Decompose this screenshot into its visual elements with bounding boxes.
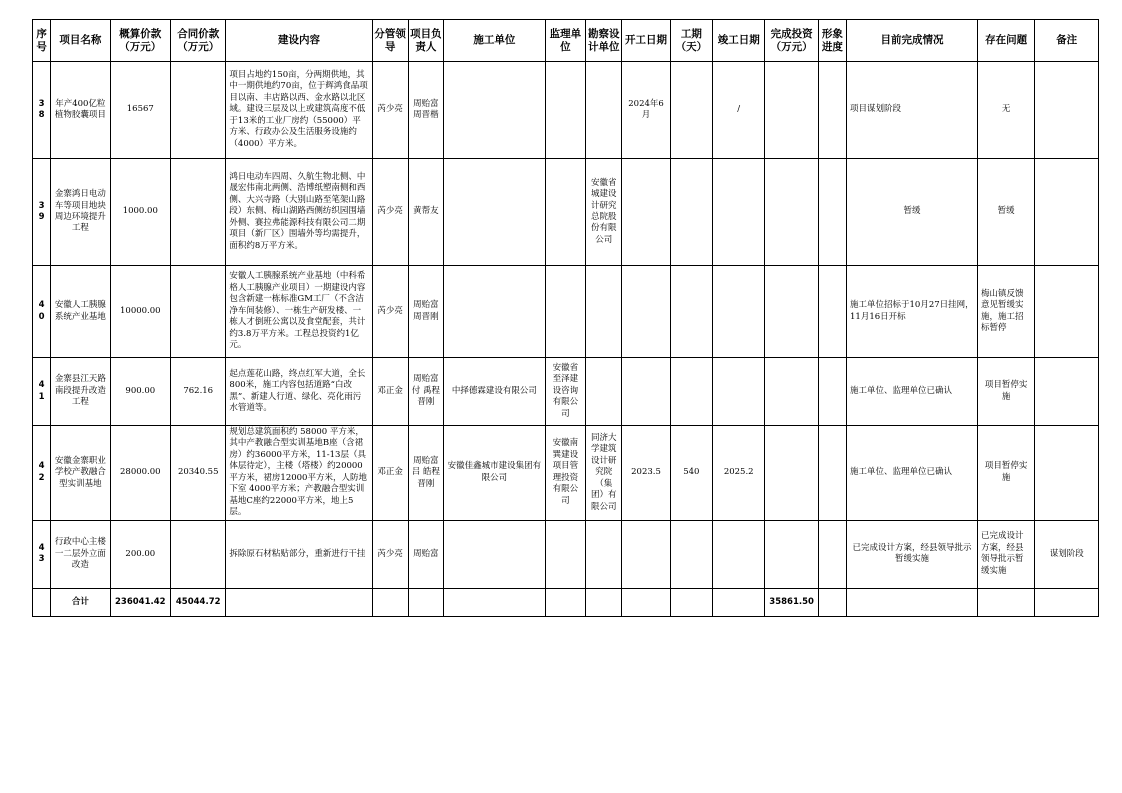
cell-designer: 同济大学建筑设计研究院（集团）有限公司: [586, 426, 622, 521]
cell-start: [622, 159, 670, 266]
cell-owner: 周贻富付 禹程晋刚: [408, 358, 443, 426]
cell-content: 拆除原石材粘贴部分，重新进行干挂: [226, 520, 372, 588]
cell-invested: [765, 62, 818, 159]
total-seq-cell: [33, 588, 51, 616]
cell-seq: 41: [33, 358, 51, 426]
header-invested: 完成投资（万元）: [765, 20, 818, 62]
cell-duration: [670, 159, 712, 266]
cell-remark: [1035, 358, 1099, 426]
total-budget: 236041.42: [110, 588, 170, 616]
cell-leader: 芮少亮: [372, 520, 408, 588]
cell-issues: 项目暂停实施: [977, 358, 1034, 426]
cell-supervisor: [545, 266, 585, 358]
cell-duration: [670, 266, 712, 358]
total-empty-cell: [713, 588, 765, 616]
cell-builder: 安徽佳鑫城市建设集团有限公司: [444, 426, 546, 521]
cell-seq: 42: [33, 426, 51, 521]
cell-issues: 无: [977, 62, 1034, 159]
cell-status: 暂缓: [847, 159, 978, 266]
cell-remark: [1035, 426, 1099, 521]
header-contract: 合同价款（万元）: [171, 20, 226, 62]
cell-owner: 周贻富周晋楷: [408, 62, 443, 159]
cell-name: 行政中心主楼一二层外立面改造: [51, 520, 110, 588]
cell-finish: /: [713, 62, 765, 159]
cell-finish: [713, 358, 765, 426]
table-row: [33, 62, 1099, 159]
total-row: [33, 588, 1099, 616]
cell-name: 金寨县江天路南段提升改造工程: [51, 358, 110, 426]
cell-status: 施工单位、监理单位已确认: [847, 426, 978, 521]
cell-issues: 已完成设计方案，经县领导批示暂缓实施: [977, 520, 1034, 588]
cell-remark: 谋划阶段: [1035, 520, 1099, 588]
cell-image: [818, 520, 846, 588]
cell-supervisor: [545, 159, 585, 266]
cell-start: [622, 266, 670, 358]
header-remark: 备注: [1035, 20, 1099, 62]
cell-name: 安徽金寨职业学校产教融合型实训基地: [51, 426, 110, 521]
cell-contract: [171, 62, 226, 159]
total-empty-cell: [372, 588, 408, 616]
cell-budget: 1000.00: [110, 159, 170, 266]
header-name: 项目名称: [51, 20, 110, 62]
project-table: [32, 19, 1099, 617]
cell-content: 安徽人工胰腺系统产业基地（中科希格人工胰腺产业项目）一期建设内容包含新建一栋标准GM工厂（不含洁净车间装修）、一栋生产研发楼、一栋人才倒班公寓以及食堂配套，共计约3.8万平方米。工程总投资约1亿元。: [226, 266, 372, 358]
cell-finish: [713, 266, 765, 358]
total-label: 合计: [51, 588, 110, 616]
cell-image: [818, 266, 846, 358]
cell-owner: 周贻富周晋刚: [408, 266, 443, 358]
cell-invested: [765, 358, 818, 426]
cell-leader: 邓正金: [372, 426, 408, 521]
cell-remark: [1035, 266, 1099, 358]
cell-designer: [586, 62, 622, 159]
cell-builder: [444, 159, 546, 266]
cell-image: [818, 426, 846, 521]
cell-duration: [670, 62, 712, 159]
header-status: 目前完成情况: [847, 20, 978, 62]
cell-seq: 39: [33, 159, 51, 266]
cell-contract: 762.16: [171, 358, 226, 426]
cell-builder: [444, 266, 546, 358]
cell-budget: 10000.00: [110, 266, 170, 358]
cell-leader: 芮少亮: [372, 266, 408, 358]
total-empty-cell: [622, 588, 670, 616]
header-duration: 工期（天）: [670, 20, 712, 62]
cell-issues: 项目暂停实施: [977, 426, 1034, 521]
header-designer: 勘察设计单位: [586, 20, 622, 62]
header-start: 开工日期: [622, 20, 670, 62]
cell-start: [622, 520, 670, 588]
cell-name: 安徽人工胰腺系统产业基地: [51, 266, 110, 358]
cell-issues: 暂缓: [977, 159, 1034, 266]
cell-contract: [171, 159, 226, 266]
cell-supervisor: 安徽省至泽建设咨询有限公司: [545, 358, 585, 426]
cell-content: 起点莲花山路，终点红军大道，全长800米，施工内容包括道路“白改黑”、新建人行道、绿化、亮化雨污水管道等。: [226, 358, 372, 426]
cell-issues: 梅山镇反馈意见暂缓实施，施工招标暂停: [977, 266, 1034, 358]
cell-supervisor: [545, 520, 585, 588]
total-empty-cell: [545, 588, 585, 616]
cell-builder: [444, 62, 546, 159]
total-empty-cell: [847, 588, 978, 616]
cell-content: 鸿日电动车四周、久航生物北侧、中晟宏伟南北两侧、浩博纸塑南侧和西侧、大兴寺路（大别山路至笔架山路段）东侧、梅山湖路西侧纺织园围墙外侧、赛拉弗能源科技有限公司二期项目（新厂区）围墙外等均需提升，面积约8万平方米。: [226, 159, 372, 266]
cell-seq: 43: [33, 520, 51, 588]
table-row: [33, 266, 1099, 358]
table-row: [33, 426, 1099, 521]
cell-leader: 芮少亮: [372, 159, 408, 266]
cell-image: [818, 159, 846, 266]
table-row: [33, 159, 1099, 266]
cell-owner: 周贻富: [408, 520, 443, 588]
cell-finish: [713, 159, 765, 266]
cell-contract: [171, 520, 226, 588]
cell-status: 施工单位招标于10月27日挂网，11月16日开标: [847, 266, 978, 358]
cell-designer: 安徽省城建设计研究总院股份有限公司: [586, 159, 622, 266]
header-row: [33, 20, 1099, 62]
cell-contract: 20340.55: [171, 426, 226, 521]
cell-seq: 40: [33, 266, 51, 358]
cell-invested: [765, 520, 818, 588]
total-empty-cell: [818, 588, 846, 616]
cell-remark: [1035, 159, 1099, 266]
cell-budget: 200.00: [110, 520, 170, 588]
cell-budget: 16567: [110, 62, 170, 159]
cell-start: 2024年6月: [622, 62, 670, 159]
header-finish: 竣工日期: [713, 20, 765, 62]
cell-builder: [444, 520, 546, 588]
header-supervisor: 监理单位: [545, 20, 585, 62]
cell-contract: [171, 266, 226, 358]
cell-status: 项目谋划阶段: [847, 62, 978, 159]
total-empty-cell: [670, 588, 712, 616]
cell-duration: [670, 358, 712, 426]
table-row: [33, 358, 1099, 426]
total-empty-cell: [226, 588, 372, 616]
cell-status: 已完成设计方案，经县领导批示暂缓实施: [847, 520, 978, 588]
cell-supervisor: [545, 62, 585, 159]
cell-budget: 28000.00: [110, 426, 170, 521]
cell-finish: 2025.2: [713, 426, 765, 521]
cell-owner: 黄帮友: [408, 159, 443, 266]
cell-start: [622, 358, 670, 426]
cell-supervisor: 安徽南巽建设项目管理投资有限公司: [545, 426, 585, 521]
total-empty-cell: [408, 588, 443, 616]
cell-invested: [765, 159, 818, 266]
header-builder: 施工单位: [444, 20, 546, 62]
total-contract: 45044.72: [171, 588, 226, 616]
cell-designer: [586, 266, 622, 358]
cell-duration: 540: [670, 426, 712, 521]
cell-start: 2023.5: [622, 426, 670, 521]
cell-leader: 邓正金: [372, 358, 408, 426]
cell-designer: [586, 358, 622, 426]
cell-image: [818, 358, 846, 426]
cell-seq: 38: [33, 62, 51, 159]
cell-status: 施工单位、监理单位已确认: [847, 358, 978, 426]
cell-content: 规划总建筑面积约 58000 平方米，其中产教融合型实训基地B座（含裙房）约36000平方米，11-13层（具体层待定），主楼（塔楼）约20000平方米，裙房12000平方米，人防地下室 4000平方米；产教融合型实训基地C座约22000平方米，地上5层。: [226, 426, 372, 521]
cell-leader: 芮少亮: [372, 62, 408, 159]
total-empty-cell: [444, 588, 546, 616]
header-issues: 存在问题: [977, 20, 1034, 62]
cell-remark: [1035, 62, 1099, 159]
cell-finish: [713, 520, 765, 588]
cell-builder: 中择德霖建设有限公司: [444, 358, 546, 426]
cell-budget: 900.00: [110, 358, 170, 426]
cell-designer: [586, 520, 622, 588]
cell-duration: [670, 520, 712, 588]
header-leader: 分管领导: [372, 20, 408, 62]
header-seq: 序号: [33, 20, 51, 62]
header-owner: 项目负责人: [408, 20, 443, 62]
total-empty-cell: [586, 588, 622, 616]
cell-name: 金寨鸿日电动车等项目地块周边环境提升工程: [51, 159, 110, 266]
cell-invested: [765, 266, 818, 358]
header-budget: 概算价款（万元）: [110, 20, 170, 62]
cell-owner: 周贻富吕 皓程晋刚: [408, 426, 443, 521]
cell-invested: [765, 426, 818, 521]
total-empty-cell: [1035, 588, 1099, 616]
total-invested: 35861.50: [765, 588, 818, 616]
header-image: 形象进度: [818, 20, 846, 62]
cell-image: [818, 62, 846, 159]
header-content: 建设内容: [226, 20, 372, 62]
cell-name: 年产400亿粒植物胶囊项目: [51, 62, 110, 159]
cell-content: 项目占地约150亩，分两期供地，其中一期供地约70亩，位于辉鸿食品项目以南、丰店路以西、金水路以北区域。建设三层及以上或建筑高度不低于13米的工业厂房约（55000）平方米、行政办公及生活服务设施约（4000）平方米。: [226, 62, 372, 159]
table-row: [33, 520, 1099, 588]
total-empty-cell: [977, 588, 1034, 616]
